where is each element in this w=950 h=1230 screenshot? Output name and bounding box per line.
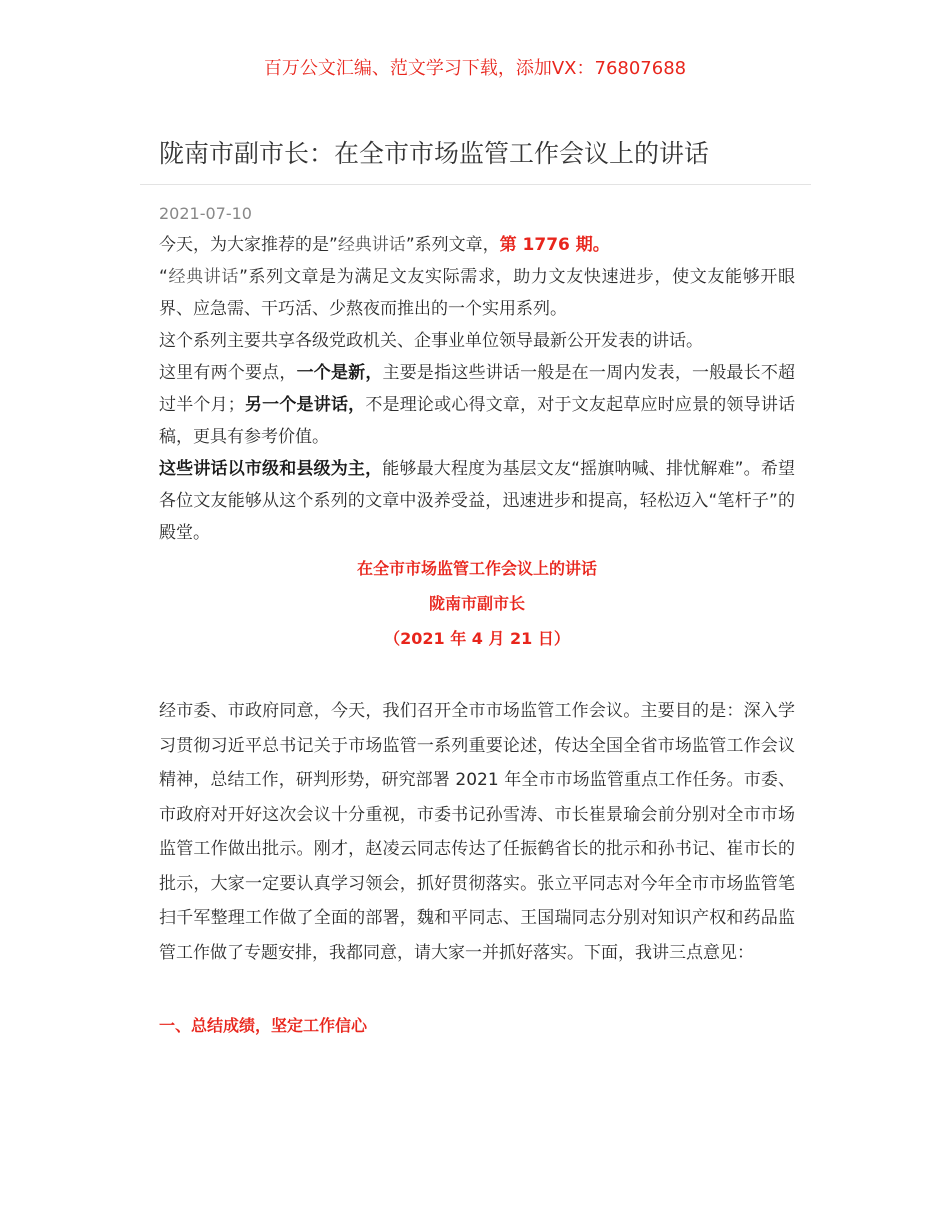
intro-text: 不是理论或心得文章，对于文友起草应时应景的领导讲话稿，更具有参考价值。 [159, 395, 796, 447]
key-point-new: 一个是新， [296, 363, 383, 383]
speech-header [159, 551, 795, 656]
intro-paragraph-3: 这个系列主要共享各级党政机关、企事业单位领导最新公开发表的讲话。 [159, 331, 703, 351]
promo-banner: 百万公文汇编、范文学习下载，添加VX：76807688 [263, 58, 687, 79]
key-point-speech: 另一个是讲话， [244, 395, 366, 415]
intro-paragraph-5 [159, 453, 795, 549]
intro-paragraph-4 [159, 357, 795, 453]
intro-text: ”系列文章是为满足文友实际需求，助力文友快速进步，使文友能够开眼界、应急需、干巧活、少熬夜而推出的一个实用系列。 [159, 267, 795, 319]
intro-text: 主要是指这些讲话一般是在一周内发表，一般最长不超过半个月； [159, 363, 796, 415]
intro-text: 今天，为大家推荐的是” [159, 235, 338, 255]
intro-text: ”系列文章， [405, 235, 500, 255]
speech-date: （2021 年 4 月 21 日） [384, 629, 570, 648]
speech-speaker: 陇南市副市长 [428, 594, 525, 613]
article-content [159, 229, 795, 1042]
speech-body-paragraph: 经市委、市政府同意，今天，我们召开全市市场监管工作会议。主要目的是：深入学习贯彻习近平总书记关于市场监管一系列重要论述，传达全国全省市场监管工作会议精神，总结工作，研判形势，研究部署 2021 年全市市场监管重点工作任务。市委、市政府对开好这次会议十分重视，市委书记孙雪涛、市长崔景瑜会前分别对全市市场监管工作做出批示。刚才，赵凌云同志传达了任振鹤省长的批示和孙书记、崔市长的批示，大家一定要认真学习领会，抓好贯彻落实。张立平同志对今年全市市场监管笔扫千军整理工作做了全面的部署，魏和平同志、王国瑞同志分别对知识产权和药品监管工作做了专题安排，我都同意，请大家一并抓好落实。下面，我讲三点意见： [159, 701, 795, 963]
intro-text: 这里有两个要点， [159, 363, 297, 383]
intro-paragraph-1 [159, 229, 795, 261]
intro-paragraph-2 [159, 261, 795, 325]
title-divider [140, 184, 811, 185]
series-name: 经典讲话 [337, 235, 406, 255]
intro-text: “ [159, 267, 168, 287]
issue-number: 第 1776 期。 [499, 235, 610, 255]
publish-date: 2021-07-10 [159, 204, 252, 223]
article-title: 陇南市副市长：在全市市场监管工作会议上的讲话 [159, 139, 710, 168]
key-point-level: 这些讲话以市级和县级为主， [159, 459, 383, 479]
speech-title: 在全市市场监管工作会议上的讲话 [356, 559, 597, 578]
intro-text: 能够最大程度为基层文友“摇旗呐喊、排忧解难”。希望各位文友能够从这个系列的文章中汲养受益，迅速进步和提高，轻松迈入“笔杆子”的殿堂。 [159, 459, 795, 543]
section-heading-1: 一、总结成绩，坚定工作信心 [159, 1016, 368, 1035]
series-name: 经典讲话 [167, 267, 240, 287]
